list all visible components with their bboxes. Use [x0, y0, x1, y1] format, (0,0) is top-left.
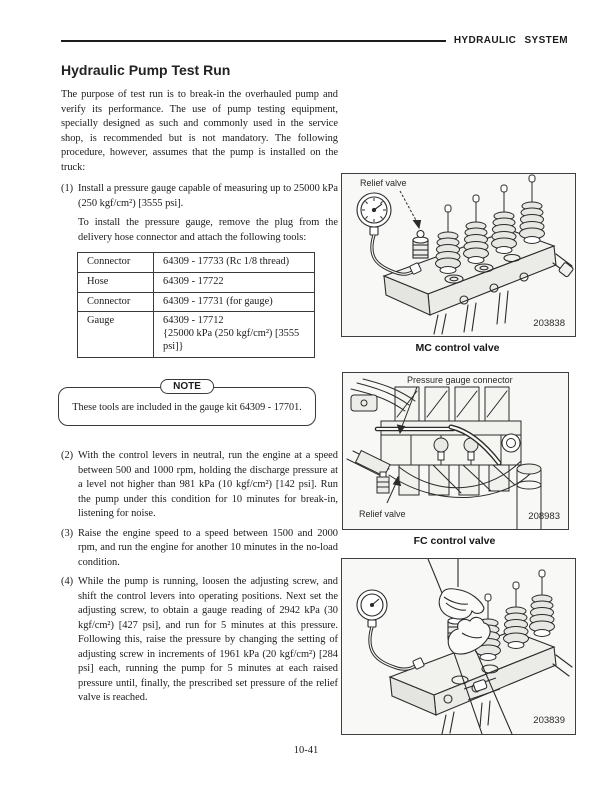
relief-valve-arrow: [400, 191, 421, 228]
tools-table: [77, 252, 315, 358]
header-rule: [61, 40, 446, 42]
table-row: [78, 253, 315, 273]
figure-adjusting-screw: [341, 558, 574, 735]
step-4: [61, 575, 338, 706]
step-1-text: Install a pressure gauge capable of measuring up to 25000 kPa (250 kgf/cm²) [3555 psi].: [78, 183, 338, 209]
tool-item: Connector: [78, 292, 154, 312]
tool-part: [154, 312, 315, 357]
hand-top: [428, 559, 484, 619]
fc-valve-illustration: [342, 372, 569, 530]
figure-caption: MC control valve: [415, 342, 500, 354]
pressure-gauge-icon: [357, 193, 391, 235]
tool-part-line2: {25000 kPa (250 kgf/cm²) [3555 psi]}: [163, 328, 300, 352]
tool-part: 64309 - 17733 (Rc 1/8 thread): [154, 253, 315, 273]
page-number: 10-41: [293, 745, 319, 756]
step-3: [61, 527, 338, 571]
figure-number: 208983: [528, 511, 560, 522]
note-text: These tools are included in the gauge kit 64309 - 17701.: [58, 387, 316, 427]
section-title: HYDRAULIC SYSTEM: [453, 35, 568, 46]
step-4-text: While the pump is running, loosen the adjusting screw, and shift the control levers into operating positions. Next set the adjusting screw, to obtain a gauge reading of 2942 kPa (30 kgf/cm²) [427 psi], and run for 5 minutes at this pressure. Following this, raise the pressure by changing the setting of adjusting screw in increments of 1961 kPa (20 kgf/cm²) [284 psi] each, running the pump for 5 minutes at each raised pressure until, finally, the prescribed set pressure of the relief valve is reached.: [78, 576, 338, 704]
table-row: [78, 312, 315, 357]
pressure-gauge-icon: [357, 590, 387, 627]
table-row: [78, 272, 315, 292]
note-callout: [58, 380, 316, 427]
pressure-gauge-connector-label: Pressure gauge connector: [407, 375, 513, 385]
note-tab: NOTE: [160, 379, 214, 394]
fc-valve-drawing: [343, 373, 568, 529]
relief-valve-label: Relief valve: [359, 509, 406, 519]
relief-valve-label: Relief valve: [360, 178, 407, 188]
tool-part: 64309 - 17722: [154, 272, 315, 292]
figure-number: 203839: [533, 715, 565, 726]
step-1-label: (1): [61, 183, 74, 194]
mc-valve-illustration: [341, 173, 576, 337]
figure-number: 203838: [533, 318, 565, 329]
step-1: [61, 182, 338, 211]
tool-part: 64309 - 17731 (for gauge): [154, 292, 315, 312]
step-2: [61, 449, 338, 522]
relief-valve-fitting: [413, 231, 428, 259]
step-3-text: Raise the engine speed to a speed between 1500 and 2000 rpm, and run the engine for another 10 minutes in the no-load condition.: [78, 527, 338, 568]
step-3-label: (3): [61, 527, 74, 539]
adjusting-screw-drawing: [342, 559, 575, 734]
text-column: [61, 62, 338, 711]
tool-part-line1: 64309 - 17712: [163, 315, 224, 327]
figure-mc-control-valve: [341, 173, 574, 354]
table-row: [78, 292, 315, 312]
step-4-label: (4): [61, 576, 74, 588]
tool-item: Gauge: [78, 312, 154, 357]
figure-caption: FC control valve: [413, 535, 496, 547]
step-1-subtext: To install the pressure gauge, remove the plug from the delivery hose connector and attach the following tools:: [78, 217, 338, 243]
step-2-label: (2): [61, 450, 74, 462]
page-title: Hydraulic Pump Test Run: [61, 62, 231, 78]
step-2-text: With the control levers in neutral, run the engine at a speed between 500 and 1000 rpm, holding the discharge pressure at a level not higher than 981 kPa (10 kgf/cm²) [142 psi]. Run the pump under this condition for 10 minutes for break-in, listening for noise.: [78, 450, 338, 520]
page-header: [61, 35, 568, 46]
adjusting-screw-illustration: [341, 558, 576, 735]
figure-fc-control-valve: [342, 372, 567, 547]
intro-paragraph: The purpose of test run is to break-in the overhauled pump and verify its performance. The use of pump testing equipment, specially designed as such and commonly used in the service shop, is recommended but is not mandatory. The following procedure, however, assumes that the pump is installed on the truck:: [61, 89, 338, 173]
tool-item: Connector: [78, 253, 154, 273]
tool-item: Hose: [78, 272, 154, 292]
mc-valve-drawing: [342, 174, 575, 336]
